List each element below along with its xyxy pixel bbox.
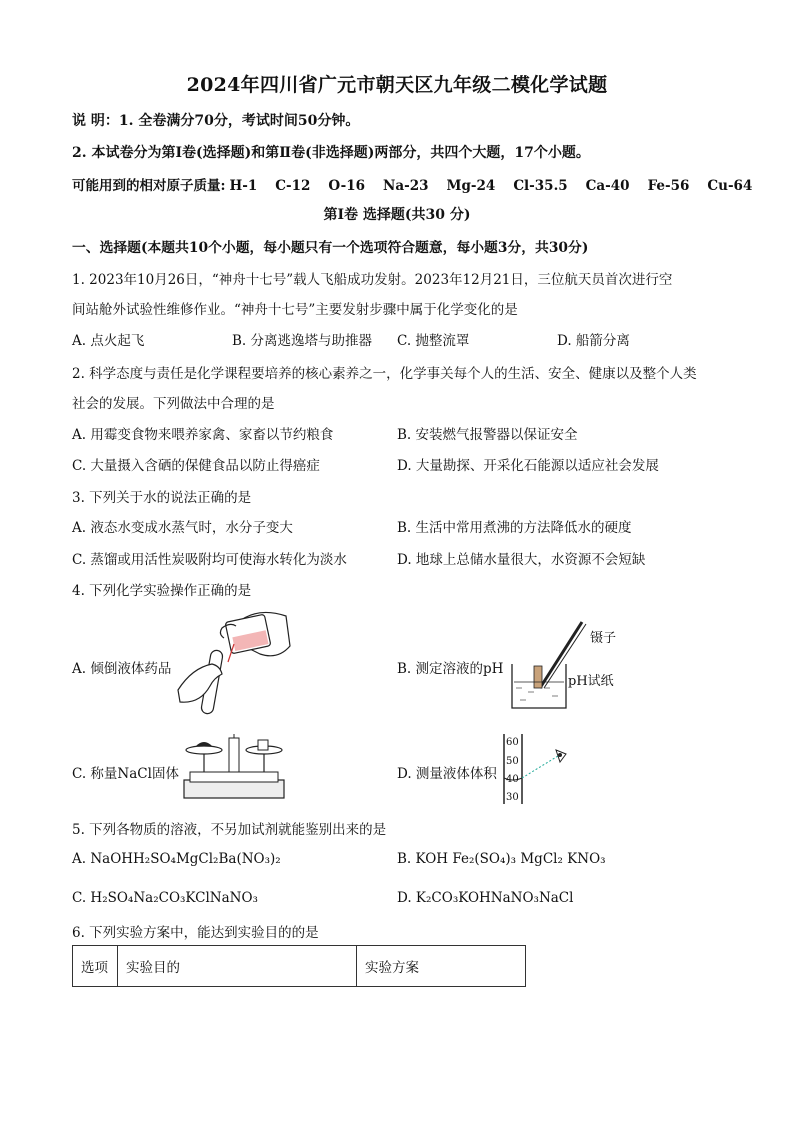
q1-option-c: C. 抛整流罩 bbox=[397, 333, 470, 349]
graduated-cylinder-illustration bbox=[500, 734, 574, 806]
cyl-mark: 30 bbox=[506, 792, 519, 803]
q5-option-a: A. NaOHH₂SO₄MgCl₂Ba(NO₃)₂ bbox=[72, 851, 281, 867]
q6-line1: 6. 下列实验方案中，能达到实验目的的是 bbox=[72, 925, 319, 941]
table-header-cell: 选项 bbox=[73, 946, 118, 987]
q4-option-d: D. 测量液体体积 bbox=[397, 766, 497, 782]
q2-line1: 2. 科学态度与责任是化学课程要培养的核心素养之一，化学事关每个人的生活、安全、健康以及整个人类 bbox=[72, 366, 697, 382]
atom-mass: Na-23 bbox=[383, 178, 429, 194]
atom-mass: Cu-64 bbox=[707, 178, 753, 194]
q5-option-b: B. KOH Fe₂(SO₄)₃ MgCl₂ KNO₃ bbox=[397, 851, 606, 867]
q2-option-b: B. 安装燃气报警器以保证安全 bbox=[397, 427, 578, 443]
atom-mass: O-16 bbox=[328, 178, 366, 194]
q2-line2: 社会的发展。下列做法中合理的是 bbox=[72, 396, 275, 412]
table-header-cell: 实验方案 bbox=[357, 946, 526, 987]
q1-option-d: D. 船箭分离 bbox=[557, 333, 630, 349]
q3-option-a: A. 液态水变成水蒸气时，水分子变大 bbox=[72, 520, 293, 536]
tweezers-label: 镊子 bbox=[590, 631, 617, 646]
atomic-masses bbox=[72, 174, 752, 194]
q4-option-c: C. 称量NaCl固体 bbox=[72, 766, 179, 782]
q3-line1: 3. 下列关于水的说法正确的是 bbox=[72, 490, 252, 506]
q3-option-c: C. 蒸馏或用活性炭吸附均可使海水转化为淡水 bbox=[72, 552, 347, 568]
ph-paper-label: pH试纸 bbox=[568, 674, 614, 689]
exam-title: 2024年四川省广元市朝天区九年级二模化学试题 bbox=[186, 74, 608, 96]
q5-option-d: D. K₂CO₃KOHNaNO₃NaCl bbox=[397, 890, 574, 906]
table-header-cell: 实验目的 bbox=[118, 946, 357, 987]
pouring-liquid-illustration bbox=[176, 604, 296, 718]
table-header-row bbox=[73, 946, 526, 987]
q1-option-a: A. 点火起飞 bbox=[72, 333, 145, 349]
q6-table bbox=[72, 945, 526, 987]
atom-mass: Fe-56 bbox=[647, 178, 690, 194]
atom-mass: Cl-35.5 bbox=[513, 178, 568, 194]
q2-option-c: C. 大量摄入含硒的保健食品以防止得癌症 bbox=[72, 458, 320, 474]
atom-mass: C-12 bbox=[275, 178, 311, 194]
atom-mass: Ca-40 bbox=[585, 178, 630, 194]
part1-title: 第Ⅰ卷 选择题(共30 分) bbox=[323, 207, 471, 223]
q4-option-a: A. 倾倒液体药品 bbox=[72, 661, 172, 677]
q1-option-b: B. 分离逃逸塔与助推器 bbox=[232, 333, 373, 349]
q3-option-d: D. 地球上总储水量很大，水资源不会短缺 bbox=[397, 552, 646, 568]
ph-test-illustration bbox=[508, 618, 588, 712]
q3-option-b: B. 生活中常用煮沸的方法降低水的硬度 bbox=[397, 520, 632, 536]
cyl-mark: 60 bbox=[506, 737, 519, 748]
atoms-label: 可能用到的相对原子质量: bbox=[72, 178, 226, 194]
note-1: 说 明：1. 全卷满分70分，考试时间50分钟。 bbox=[72, 113, 360, 129]
balance-scale-illustration bbox=[182, 732, 286, 802]
q5-option-c: C. H₂SO₄Na₂CO₃KClNaNO₃ bbox=[72, 890, 258, 906]
q4-line1: 4. 下列化学实验操作正确的是 bbox=[72, 583, 252, 599]
q2-option-a: A. 用霉变食物来喂养家禽、家畜以节约粮食 bbox=[72, 427, 334, 443]
q2-option-d: D. 大量勘探、开采化石能源以适应社会发展 bbox=[397, 458, 659, 474]
q4-option-b: B. 测定溶液的pH bbox=[397, 661, 504, 677]
q1-line2: 间站舱外试验性维修作业。“神舟十七号”主要发射步骤中属于化学变化的是 bbox=[72, 302, 518, 318]
cyl-mark: 40 bbox=[506, 774, 519, 785]
section1-heading: 一、选择题(本题共10个小题，每小题只有一个选项符合题意，每小题3分，共30分) bbox=[72, 240, 589, 256]
note-2: 2. 本试卷分为第Ⅰ卷(选择题)和第Ⅱ卷(非选择题)两部分，共四个大题，17个小题。 bbox=[72, 145, 590, 161]
atom-mass: Mg-24 bbox=[446, 178, 496, 194]
q5-line1: 5. 下列各物质的溶液，不另加试剂就能鉴别出来的是 bbox=[72, 822, 387, 838]
q1-line1: 1. 2023年10月26日，“神舟十七号”载人飞船成功发射。2023年12月21日，三位航天员首次进行空 bbox=[72, 272, 673, 288]
cyl-mark: 50 bbox=[506, 756, 519, 767]
atom-mass: H-1 bbox=[229, 178, 258, 194]
